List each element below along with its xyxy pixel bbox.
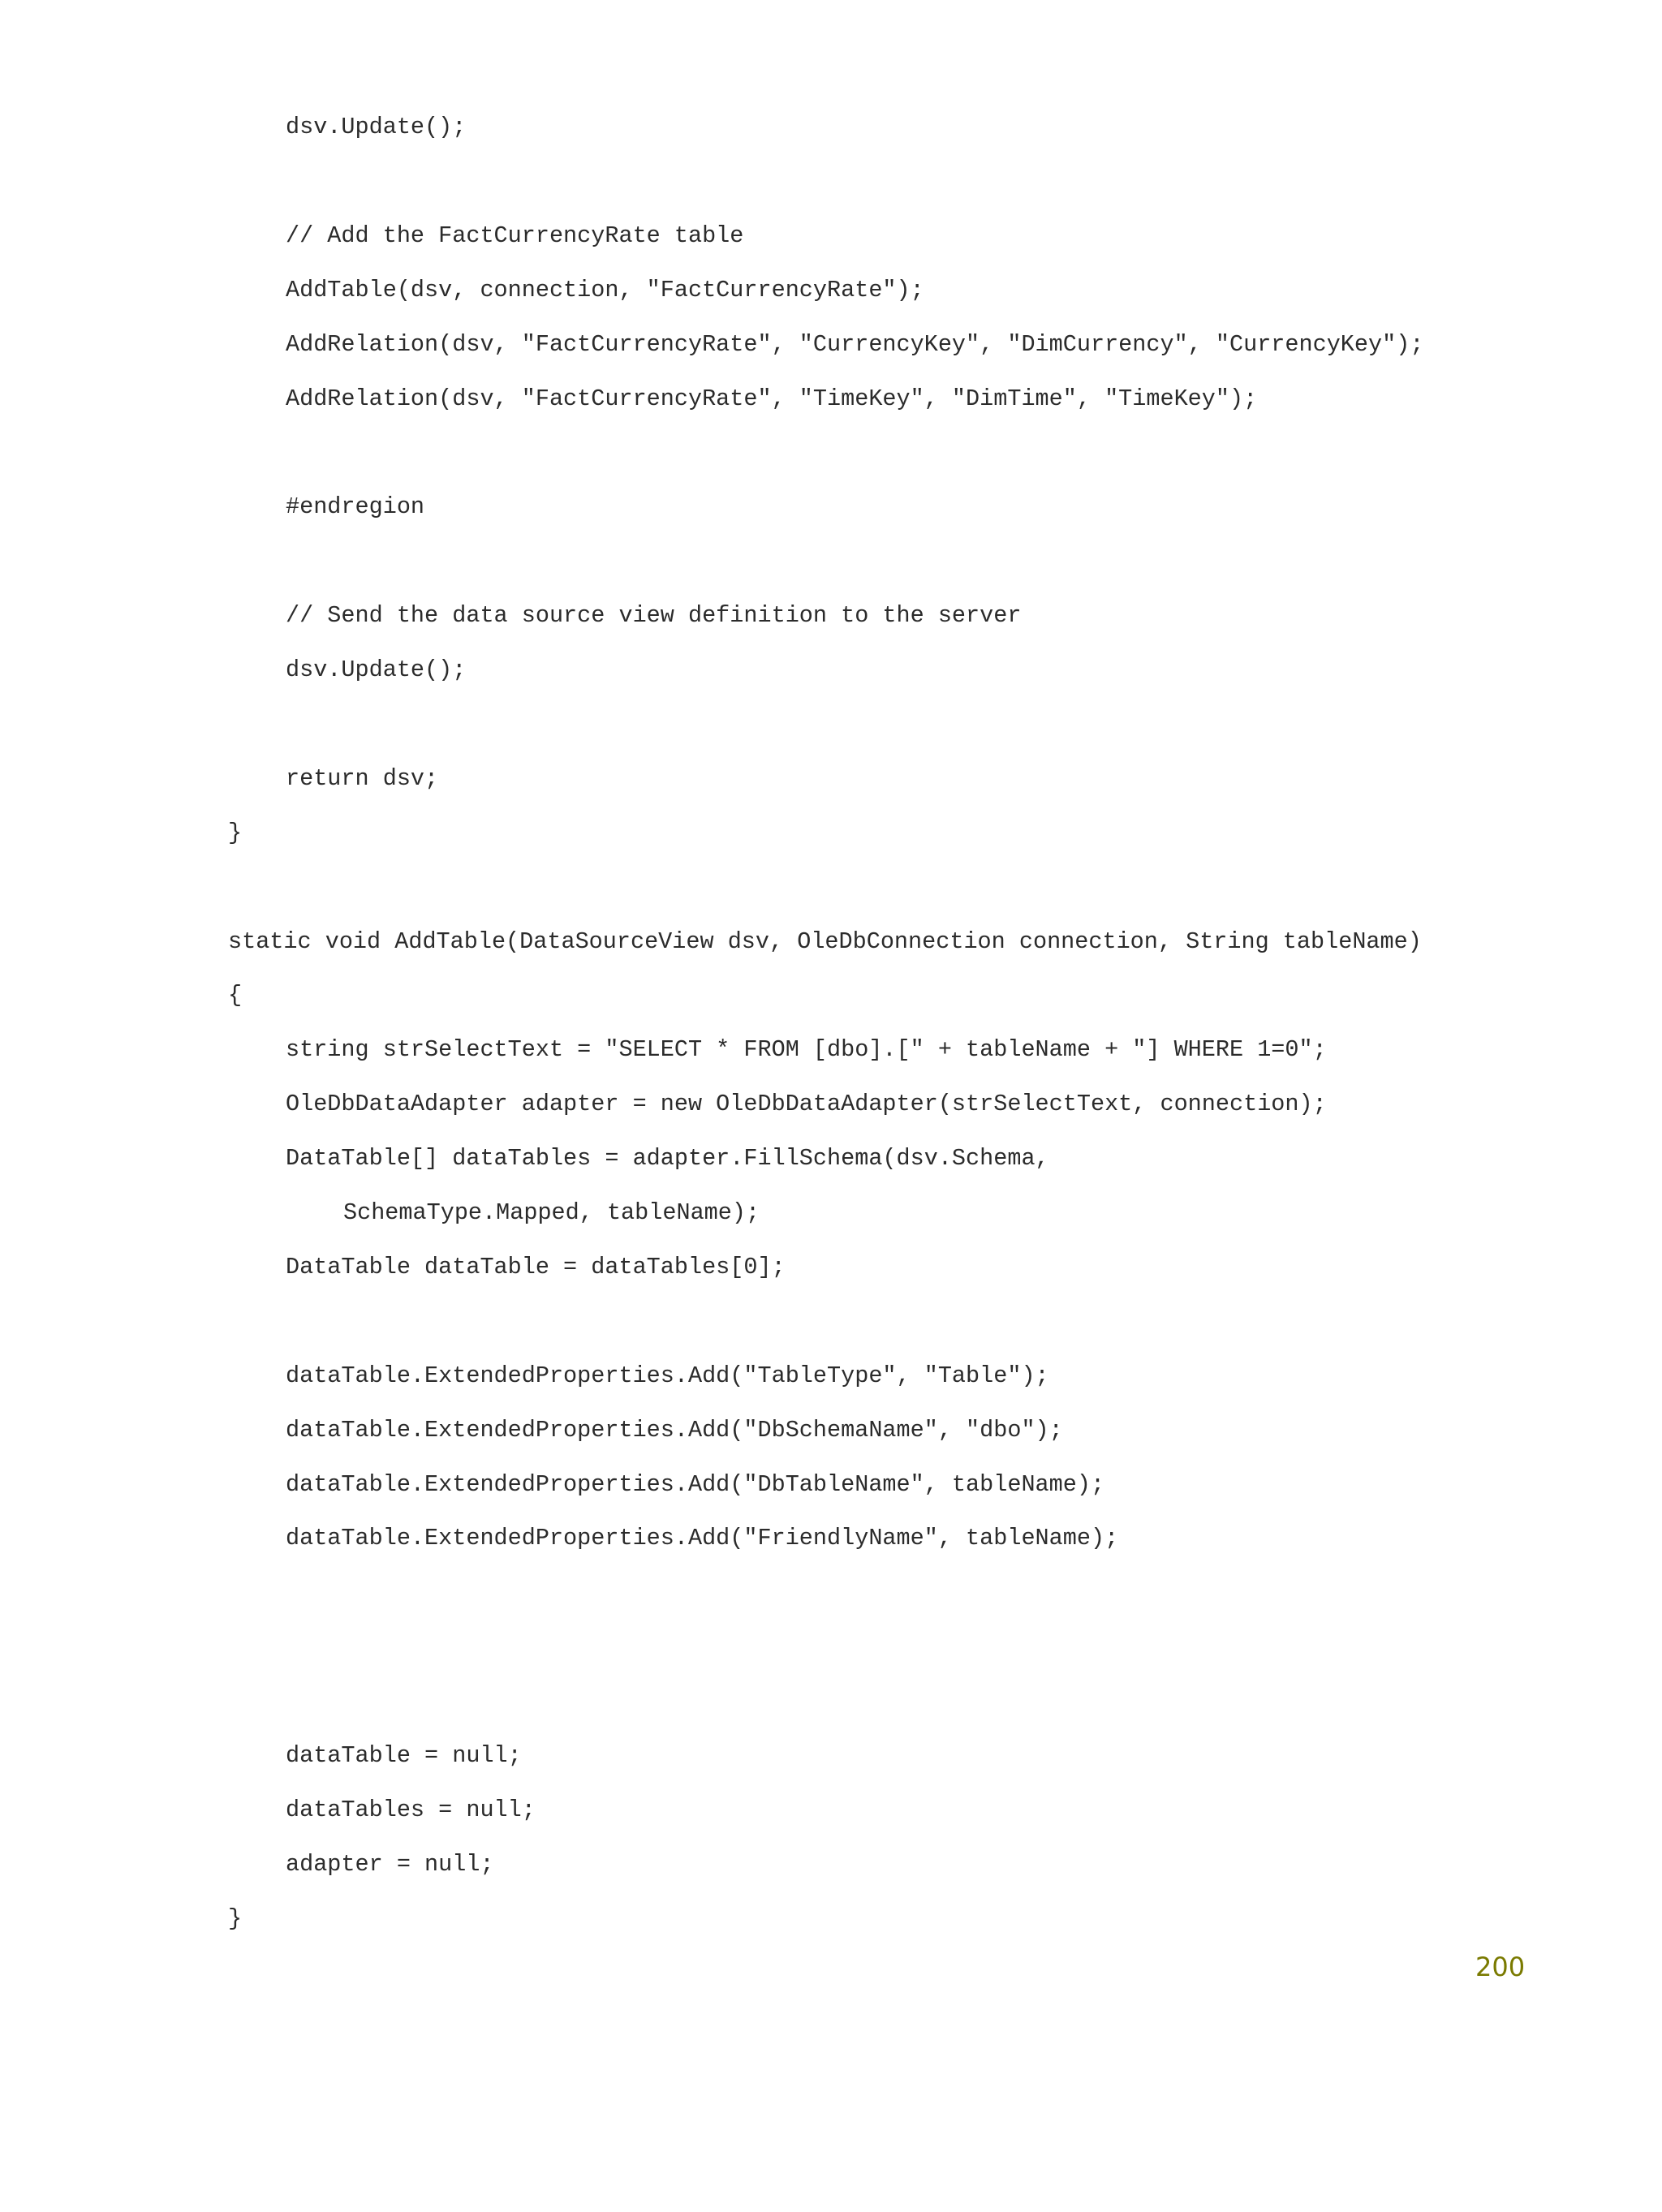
- code-line: dataTable.ExtendedProperties.Add("TableType", "Table");: [286, 1362, 1049, 1389]
- code-line: DataTable[] dataTables = adapter.FillSchema(dsv.Schema,: [286, 1145, 1049, 1173]
- code-line: dataTable.ExtendedProperties.Add("FriendlyName", tableName);: [286, 1525, 1119, 1552]
- code-line: return dsv;: [286, 764, 439, 792]
- code-line: }: [228, 819, 243, 846]
- code-line: AddRelation(dsv, "FactCurrencyRate", "TimeKey", "DimTime", "TimeKey");: [286, 385, 1258, 412]
- code-line: static void AddTable(DataSourceView dsv, OleDbConnection connection, String tableName): [228, 927, 1422, 955]
- code-line: dsv.Update();: [286, 656, 467, 683]
- code-line: AddRelation(dsv, "FactCurrencyRate", "CurrencyKey", "DimCurrency", "CurrencyKey");: [286, 330, 1424, 358]
- page-number: 200: [1475, 1952, 1526, 1982]
- code-line: {: [228, 982, 243, 1009]
- code-line: // Add the FactCurrencyRate table: [286, 222, 744, 249]
- code-line: #endregion: [286, 493, 425, 521]
- code-line: dataTable.ExtendedProperties.Add("DbSchemaName", "dbo");: [286, 1416, 1063, 1444]
- code-line: }: [228, 1904, 243, 1932]
- code-line: SchemaType.Mapped, tableName);: [343, 1199, 760, 1226]
- code-line: string strSelectText = "SELECT * FROM [dbo].[" + tableName + "] WHERE 1=0";: [286, 1036, 1327, 1064]
- code-line: // Send the data source view definition to the server: [286, 602, 1022, 630]
- code-line: dataTable.ExtendedProperties.Add("DbTableName", tableName);: [286, 1470, 1105, 1498]
- code-line: dataTables = null;: [286, 1796, 536, 1823]
- code-line: dsv.Update();: [286, 114, 467, 140]
- code-line: DataTable dataTable = dataTables[0];: [286, 1253, 786, 1280]
- code-line: AddTable(dsv, connection, "FactCurrencyRate");: [286, 276, 924, 303]
- code-line: OleDbDataAdapter adapter = new OleDbDataAdapter(strSelectText, connection);: [286, 1091, 1327, 1118]
- code-line: dataTable = null;: [286, 1742, 522, 1769]
- code-line: adapter = null;: [286, 1850, 494, 1878]
